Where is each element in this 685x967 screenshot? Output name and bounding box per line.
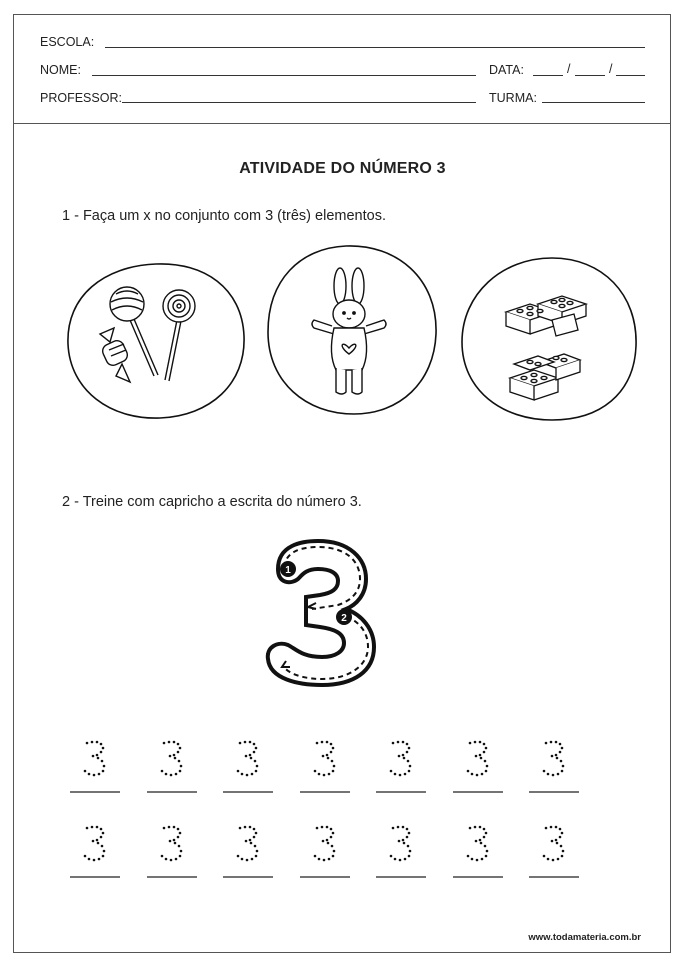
class-label: TURMA: bbox=[489, 91, 537, 105]
dotted-digit-3 bbox=[390, 741, 412, 777]
exercise2-instruction: 2 - Treine com capricho a escrita do número 3. bbox=[62, 494, 362, 510]
practice-digit-cell[interactable] bbox=[223, 735, 275, 797]
footer-website: www.todamateria.com.br bbox=[528, 932, 641, 943]
dotted-digit-3 bbox=[313, 826, 335, 862]
dotted-digit-3 bbox=[390, 826, 412, 862]
practice-digit-cell[interactable] bbox=[376, 820, 428, 882]
dotted-digit-3 bbox=[313, 741, 335, 777]
date-label: DATA: bbox=[489, 63, 524, 77]
header-divider bbox=[13, 123, 671, 124]
teacher-label: PROFESSOR: bbox=[40, 91, 122, 105]
bunny-set[interactable] bbox=[262, 242, 442, 418]
practice-digit-cell[interactable] bbox=[70, 820, 122, 882]
date-slash: / bbox=[609, 62, 613, 76]
date-year-field[interactable] bbox=[616, 75, 645, 76]
dotted-digit-3 bbox=[466, 741, 488, 777]
practice-digit-cell[interactable] bbox=[376, 735, 428, 797]
practice-digit-cell[interactable] bbox=[147, 820, 199, 882]
step-1-label: 1 bbox=[285, 565, 291, 576]
dotted-digit-3 bbox=[466, 826, 488, 862]
page-title: ATIVIDADE DO NÚMERO 3 bbox=[239, 160, 446, 177]
practice-digit-cell[interactable] bbox=[453, 735, 505, 797]
dotted-digit-3 bbox=[160, 826, 182, 862]
exercise1-instruction: 1 - Faça um x no conjunto com 3 (três) elementos. bbox=[62, 208, 386, 224]
teacher-field[interactable] bbox=[122, 102, 476, 103]
practice-digit-cell[interactable] bbox=[300, 735, 352, 797]
practice-digit-cell[interactable] bbox=[529, 820, 581, 882]
date-month-field[interactable] bbox=[575, 75, 605, 76]
number-3-tracing-guide bbox=[258, 535, 384, 691]
dotted-digit-3 bbox=[543, 741, 565, 777]
worksheet-frame bbox=[13, 14, 671, 953]
dotted-digit-3 bbox=[160, 741, 182, 777]
practice-digit-cell[interactable] bbox=[70, 735, 122, 797]
school-label: ESCOLA: bbox=[40, 35, 95, 49]
practice-digit-cell[interactable] bbox=[223, 820, 275, 882]
dotted-digit-3 bbox=[237, 826, 259, 862]
date-day-field[interactable] bbox=[533, 75, 563, 76]
candies-set[interactable] bbox=[64, 258, 248, 422]
name-field[interactable] bbox=[92, 75, 476, 76]
dotted-digit-3 bbox=[543, 826, 565, 862]
practice-digit-cell[interactable] bbox=[529, 735, 581, 797]
step-2-label: 2 bbox=[341, 613, 347, 624]
dotted-digit-3 bbox=[84, 826, 106, 862]
practice-digit-cell[interactable] bbox=[453, 820, 505, 882]
practice-digit-cell[interactable] bbox=[300, 820, 352, 882]
practice-digit-cell[interactable] bbox=[147, 735, 199, 797]
school-field[interactable] bbox=[105, 47, 645, 48]
dotted-digit-3 bbox=[84, 741, 106, 777]
class-field[interactable] bbox=[542, 102, 645, 103]
name-label: NOME: bbox=[40, 63, 81, 77]
date-slash: / bbox=[567, 62, 571, 76]
dotted-digit-3 bbox=[237, 741, 259, 777]
blocks-set[interactable] bbox=[458, 254, 640, 424]
